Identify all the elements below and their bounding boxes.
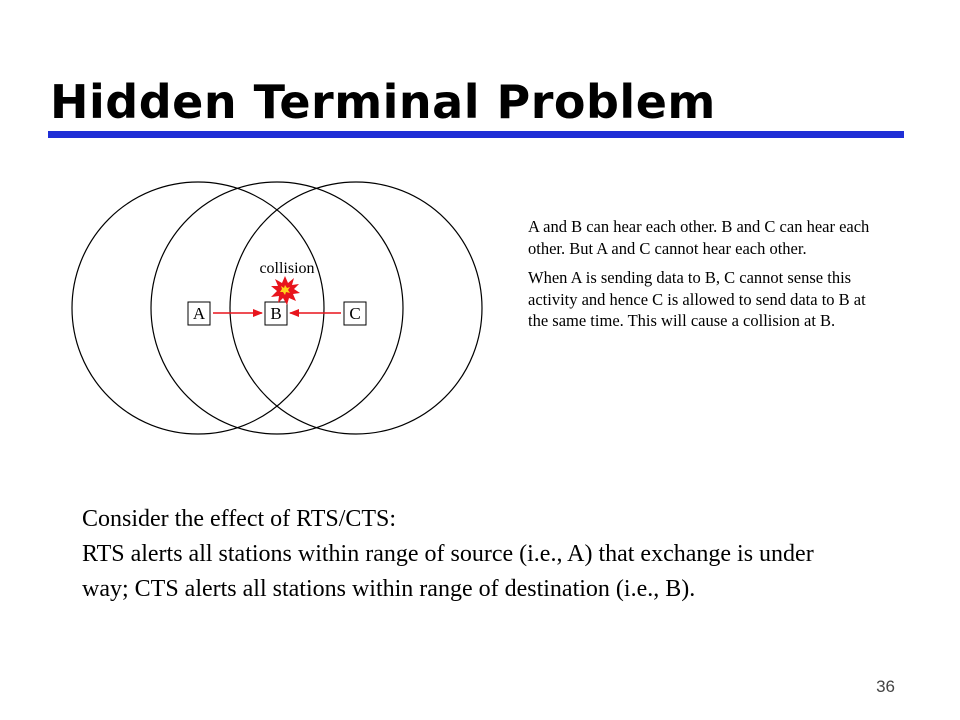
node-c (344, 302, 366, 325)
node-a-label: A (192, 304, 206, 323)
node-c-label: C (349, 304, 361, 323)
node-a (188, 302, 210, 325)
node-b-label: B (270, 304, 282, 323)
body-line: Consider the effect of RTS/CTS: (82, 506, 397, 532)
rts-cts-explanation (82, 502, 842, 607)
page-number: 36 (876, 677, 895, 696)
slide-title: Hidden Terminal Problem (50, 75, 716, 129)
collision-label: collision (259, 260, 315, 277)
description-paragraph: A and B can hear each other. B and C can hear each other. But A and C cannot hear each other. (528, 217, 870, 258)
description-paragraph: When A is sending data to B, C cannot sense this activity and hence C is allowed to send data to B at the same time. This will cause a collision at B. (528, 268, 866, 330)
body-line: RTS alerts all stations within range of source (i.e., A) that exchange is under way; CTS alerts all stations within range of destination (i.e., B). (82, 541, 814, 602)
diagram-description (528, 216, 884, 340)
explosion-icon (271, 276, 300, 305)
node-b (265, 302, 287, 325)
